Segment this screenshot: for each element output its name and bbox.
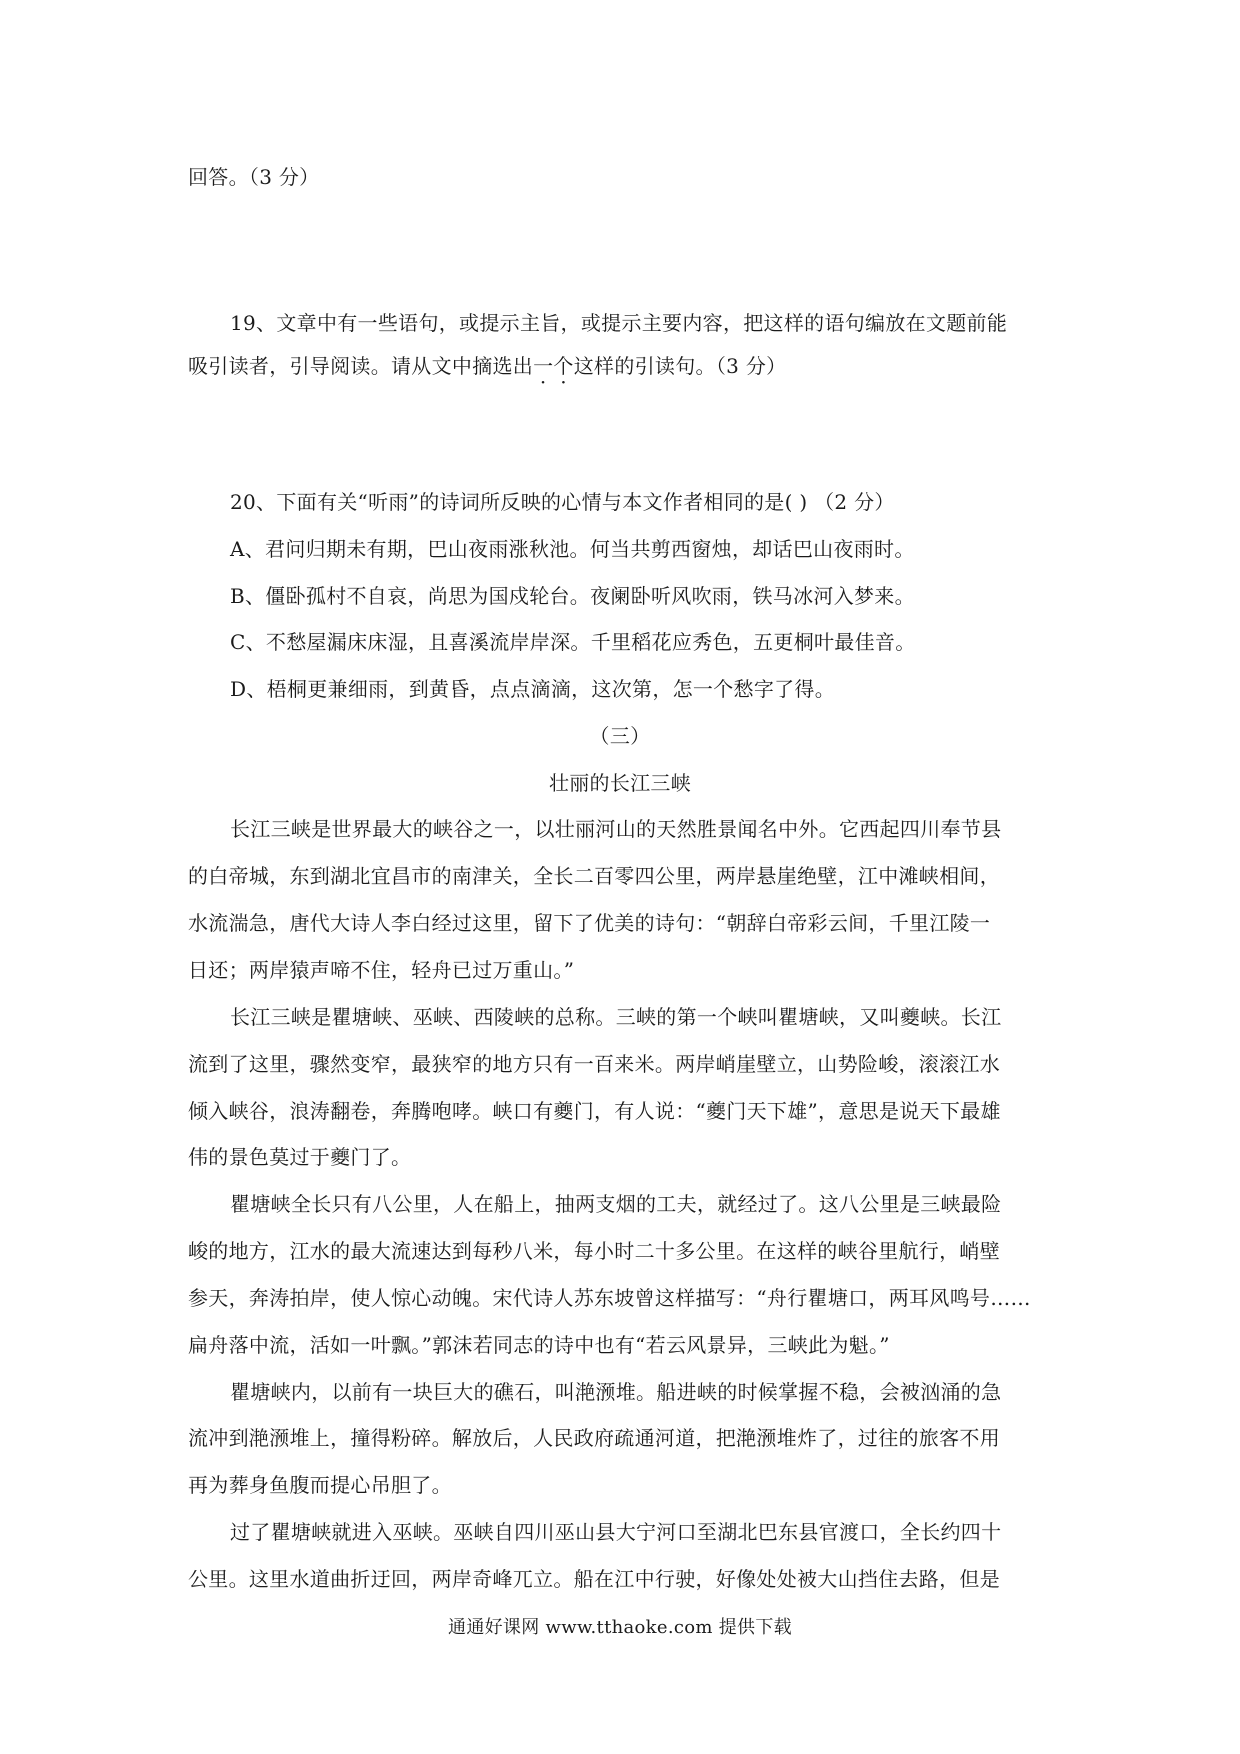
q20-option-d: D、梧桐更兼细雨，到黄昏，点点滴滴，这次第，怎一个愁字了得。 — [230, 677, 836, 701]
q19-line-1: 19、文章中有一些语句，或提示主旨，或提示主要内容，把这样的语句编放在文题前能 — [230, 311, 1008, 335]
q20-option-c: C、不愁屋漏床床湿，且喜溪流岸岸深。千里稻花应秀色，五更桐叶最佳音。 — [230, 630, 916, 654]
article-line: 水流湍急，唐代大诗人李白经过这里，留下了优美的诗句：“朝辞白帝彩云间，千里江陵一 — [188, 911, 991, 935]
article-line: 参天，奔涛拍岸，使人惊心动魄。宋代诗人苏东坡曾这样描写：“舟行瞿塘口，两耳风鸣号…… — [188, 1286, 1031, 1310]
q19-text-a: 吸引读者，引导阅读。请从文中摘选出 — [188, 354, 534, 378]
q20-stem: 20、下面有关“听雨”的诗词所反映的心情与本文作者相同的是( ) （2 分） — [230, 490, 895, 514]
article-line: 过了瞿塘峡就进入巫峡。巫峡自四川巫山县大宁河口至湖北巴东县官渡口，全长约四十 — [230, 1520, 1002, 1544]
article-line: 扁舟落中流，活如一叶飘。”郭沫若同志的诗中也有“若云风景异，三峡此为魁。” — [188, 1333, 890, 1357]
q18-tail: 回答。（3 分） — [188, 165, 320, 189]
article-line: 长江三峡是瞿塘峡、巫峡、西陵峡的总称。三峡的第一个峡叫瞿塘峡，又叫夔峡。长江 — [230, 1005, 1002, 1029]
article-line: 峻的地方，江水的最大流速达到每秒八米，每小时二十多公里。在这样的峡谷里航行，峭壁 — [188, 1239, 1000, 1263]
page-footer: 通通好课网 www.tthaoke.com 提供下载 — [448, 1617, 792, 1638]
article-line: 瞿塘峡全长只有八公里，人在船上，抽两支烟的工夫，就经过了。这八公里是三峡最险 — [230, 1192, 1002, 1216]
q20-option-b: B、僵卧孤村不自哀，尚思为国戍轮台。夜阑卧听风吹雨，铁马冰河入梦来。 — [230, 584, 915, 608]
article-line: 倾入峡谷，浪涛翻卷，奔腾咆哮。峡口有夔门，有人说：“夔门天下雄”，意思是说天下最雄 — [188, 1099, 1001, 1123]
emphasis-char: 个 — [553, 354, 574, 378]
article-line: 瞿塘峡内，以前有一块巨大的礁石，叫滟滪堆。船进峡的时候掌握不稳，会被汹涌的急 — [230, 1380, 1002, 1404]
article-line: 流冲到滟滪堆上，撞得粉碎。解放后，人民政府疏通河道，把滟滪堆炸了，过往的旅客不用 — [188, 1426, 1000, 1450]
article-title: 壮丽的长江三峡 — [548, 771, 692, 795]
emphasis-char: 一 — [533, 354, 554, 378]
q20-option-a: A、君问归期未有期，巴山夜雨涨秋池。何当共剪西窗烛，却话巴山夜雨时。 — [230, 537, 915, 561]
article-line: 日还；两岸猿声啼不住，轻舟已过万重山。” — [188, 958, 575, 982]
article-line: 再为葬身鱼腹而提心吊胆了。 — [188, 1473, 452, 1497]
article-line: 公里。这里水道曲折迂回，两岸奇峰兀立。船在江中行驶，好像处处被大山挡住去路，但是 — [188, 1567, 1000, 1591]
q19-line-2 — [188, 352, 786, 380]
q19-text-b: 这样的引读句。（3 分） — [573, 354, 787, 378]
section-heading: （三） — [589, 724, 651, 748]
article-line: 长江三峡是世界最大的峡谷之一，以壮丽河山的天然胜景闻名中外。它西起四川奉节县 — [230, 817, 1002, 841]
article-line: 流到了这里，骤然变窄，最狭窄的地方只有一百来米。两岸峭崖壁立，山势险峻，滚滚江水 — [188, 1052, 1000, 1076]
article-line: 伟的景色莫过于夔门了。 — [188, 1145, 412, 1169]
article-line: 的白帝城，东到湖北宜昌市的南津关，全长二百零四公里，两岸悬崖绝壁，江中滩峡相间， — [188, 864, 1000, 888]
